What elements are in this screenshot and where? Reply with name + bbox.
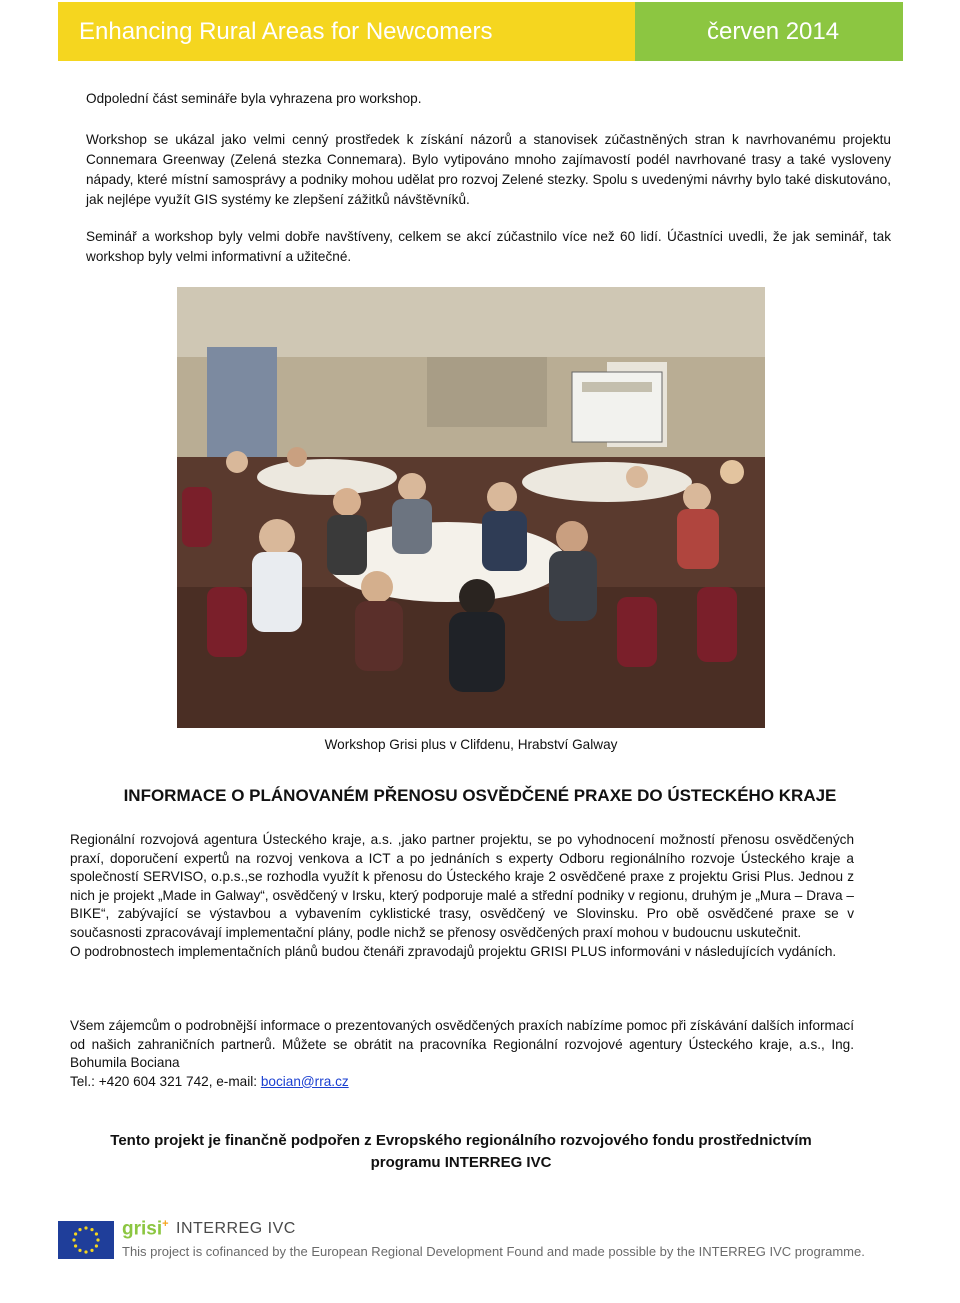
paragraph-intro: Odpolední část semináře byla vyhrazena pro workshop. — [86, 91, 422, 106]
paragraph-workshop: Workshop se ukázal jako velmi cenný prostředek k získání názorů a stanovisek zúčastněných stran k navrhovanému projektu Connemara Greenway (Zelená stezka Connemara). Bylo vytipováno mnoho zajímavostí podél navrhované trasy a také vysloveny nápady, které místní samosprávy a podniky mohou udělat pro rozvoj Zelené stezky. Spolu s uvedenými návrhy bylo také diskutováno, jak nejlépe využít GIS systémy ke zlepšení zážitků návštěvníků. — [86, 132, 891, 207]
funding-line-1: Tento projekt je finančně podpořen z Evropského regionálního rozvojového fondu prostřednictvím — [110, 1132, 812, 1149]
paragraph-transfer-part2: O podrobnostech implementačních plánů budou čtenáři zpravodajů projektu GRISI PLUS informováni v následujících vydáních. — [70, 943, 837, 959]
eu-flag-icon — [58, 1221, 114, 1259]
contact-tel: Tel.: +420 604 321 742, e-mail: — [70, 1073, 261, 1089]
funding-line-2: programu INTERREG IVC — [370, 1154, 552, 1171]
workshop-photo — [177, 287, 765, 728]
workshop-photo-illustration — [177, 287, 765, 728]
paragraph-attendance: Seminář a workshop byly velmi dobře navštíveny, celkem se akcí zúčastnilo více než 60 lidí. Účastníci uvedli, že jak seminář, tak workshop byly velmi informativní a užitečné. — [86, 229, 891, 264]
grisi-logo: grisi+ — [122, 1218, 169, 1240]
page-header — [58, 2, 903, 61]
paragraph-transfer-part1: Regionální rozvojová agentura Ústeckého kraje, a.s. ,jako partner projektu, se po vyhodnocení možností přenosu osvědčených praxí, doporučení expertů na rozvoj venkova a ICT a po jednáních s experty Odboru regionálního rozvoje Ústeckého kraje a společností SERVISO, o.p.s.,se rozhodla využít k přenosu do Ústeckého kraje 2 osvědčené praxe z projektu Grisi Plus. Jednou z nich je projekt „Made in Galway“, osvědčený v Irsku, který podporuje malé a střední podniky v regionu, druhým je „Mura – Drava –BIKE“, zabývající se výstavbou a vybavením cyklistické trasy, osvědčený ve Slovinsku. Pro obě osvědčené praxe se v současnosti zpracovávají implementační plány, podle nichž se přenosy osvědčených praxí mohou v budoucnu uskutečnit. — [70, 832, 854, 940]
header-date-block — [635, 2, 903, 61]
funding-statement — [86, 1130, 836, 1174]
header-date: červen 2014 — [707, 17, 840, 45]
paragraph-contact — [70, 1017, 854, 1091]
header-title: Enhancing Rural Areas for Newcomers — [79, 17, 493, 45]
section-heading: INFORMACE O PLÁNOVANÉM PŘENOSU OSVĚDČENÉ PRAXE DO ÚSTECKÉHO KRAJE — [123, 786, 837, 805]
photo-caption: Workshop Grisi plus v Clifdenu, Hrabství Galway — [324, 737, 618, 752]
email-link[interactable]: bocian@rra.cz — [260, 1073, 349, 1089]
paragraph-transfer — [70, 831, 854, 961]
cofinance-text: This project is cofinanced by the European Regional Development Found and made possible by the INTERREG IVC programme. — [122, 1244, 865, 1259]
page-footer — [58, 1216, 908, 1262]
header-title-block — [58, 2, 635, 61]
contact-text: Všem zájemcům o podrobnější informace o prezentovaných osvědčených praxích nabízíme pomoc při získávání dalších informací od našich zahraničních partnerů. Můžete se obrátit na pracovníka Regionální rozvojové agentury Ústeckého kraje, a.s., Ing. Bohumila Bociana — [70, 1018, 854, 1071]
contact-line — [70, 1073, 854, 1092]
interreg-logo-text: INTERREG IVC — [176, 1220, 296, 1237]
